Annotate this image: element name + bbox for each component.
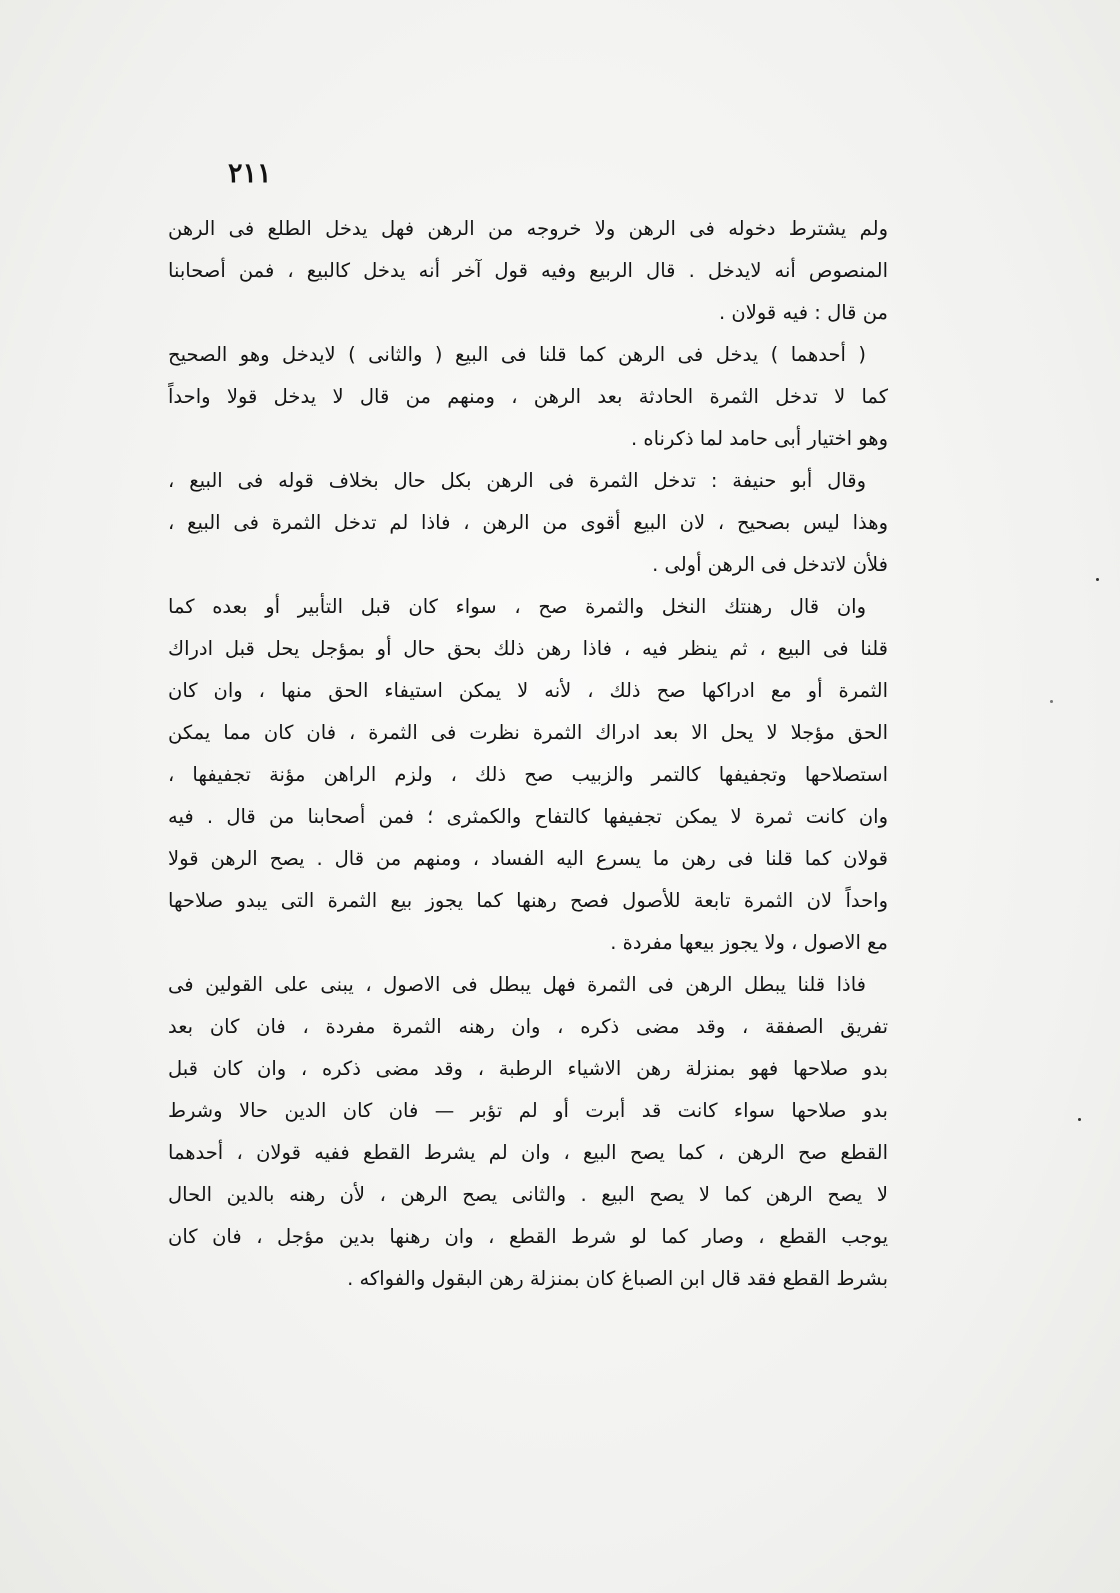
text-line: وقال أبو حنيفة : تدخل الثمرة فى الرهن بكل حال بخلاف قوله فى البيع ، xyxy=(168,469,866,492)
paragraph xyxy=(168,208,888,334)
text-line: مع الاصول ، ولا يجوز بيعها مفردة . xyxy=(610,931,888,954)
text-line: المنصوص أنه لايدخل . قال الربيع وفيه قول آخر أنه يدخل كالبيع ، فمن أصحابنا xyxy=(168,259,888,282)
text-line: تفريق الصفقة ، وقد مضى ذكره ، وان رهنه الثمرة مفردة ، فان كان بعد xyxy=(168,1015,888,1038)
scan-speck xyxy=(1096,578,1099,581)
scan-speck xyxy=(1078,1118,1081,1121)
text-line: وهذا ليس بصحيح ، لان البيع أقوى من الرهن ، فاذا لم تدخل الثمرة فى البيع ، xyxy=(168,511,888,534)
text-line: قولان كما قلنا فى رهن ما يسرع اليه الفساد ، ومنهم من قال . يصح الرهن قولا xyxy=(168,847,888,870)
text-line: بشرط القطع فقد قال ابن الصباغ كان بمنزلة رهن البقول والفواكه . xyxy=(347,1267,888,1290)
text-line: فلأن لاتدخل فى الرهن أولى . xyxy=(652,553,888,576)
text-line: يوجب القطع ، وصار كما لو شرط القطع ، وان رهنها بدين مؤجل ، فان كان xyxy=(168,1225,888,1248)
text-line: فاذا قلنا يبطل الرهن فى الثمرة فهل يبطل فى الاصول ، يبنى على القولين فى xyxy=(168,973,866,996)
scan-speck xyxy=(1050,700,1053,703)
text-line: واحداً لان الثمرة تابعة للأصول فصح رهنها كما يجوز بيع الثمرة التى يبدو صلاحها xyxy=(168,889,888,912)
text-line: وهو اختيار أبى حامد لما ذكرناه . xyxy=(630,427,888,450)
page-number: ٢١١ xyxy=(228,158,272,189)
text-line: القطع صح الرهن ، كما يصح البيع ، وان لم يشرط القطع ففيه قولان ، أحدهما xyxy=(168,1141,888,1164)
paragraph xyxy=(168,964,888,1300)
text-line: استصلاحها وتجفيفها كالتمر والزبيب صح ذلك ، ولزم الراهن مؤنة تجفيفها ، xyxy=(168,763,888,786)
text-line: الثمرة أو مع ادراكها صح ذلك ، لأنه لا يمكن استيفاء الحق منها ، وان كان xyxy=(168,679,888,702)
text-line: بدو صلاحها فهو بمنزلة رهن الاشياء الرطبة ، وقد مضى ذكره ، وان كان قبل xyxy=(168,1057,888,1080)
text-line: ولم يشترط دخوله فى الرهن ولا خروجه من الرهن فهل يدخل الطلع فى الرهن xyxy=(168,217,888,240)
text-line: وان كانت ثمرة لا يمكن تجفيفها كالتفاح والكمثرى ؛ فمن أصحابنا من قال . فيه xyxy=(168,805,888,828)
text-line: كما لا تدخل الثمرة الحادثة بعد الرهن ، ومنهم من قال لا يدخل قولا واحداً xyxy=(168,385,888,408)
text-line: الحق مؤجلا لا يحل الا بعد ادراك الثمرة نظرت فى الثمرة ، فان كان مما يمكن xyxy=(168,721,888,744)
body-text xyxy=(168,208,888,1300)
text-line: وان قال رهنتك النخل والثمرة صح ، سواء كان قبل التأبير أو بعده كما xyxy=(168,595,866,618)
text-line: لا يصح الرهن كما لا يصح البيع . والثانى يصح الرهن ، لأن رهنه بالدين الحال xyxy=(168,1183,888,1206)
text-line: ( أحدهما ) يدخل فى الرهن كما قلنا فى البيع ( والثانى ) لايدخل وهو الصحيح xyxy=(168,343,866,366)
text-line: قلنا فى البيع ، ثم ينظر فيه ، فاذا رهن ذلك بحق حال أو بمؤجل يحل قبل ادراك xyxy=(168,637,888,660)
paragraph xyxy=(168,586,888,964)
paragraph xyxy=(168,460,888,586)
text-line: بدو صلاحها سواء كانت قد أبرت أو لم تؤبر — فان كان الدين حالا وشرط xyxy=(168,1099,888,1122)
paragraph xyxy=(168,334,888,460)
text-line: من قال : فيه قولان . xyxy=(719,301,888,324)
